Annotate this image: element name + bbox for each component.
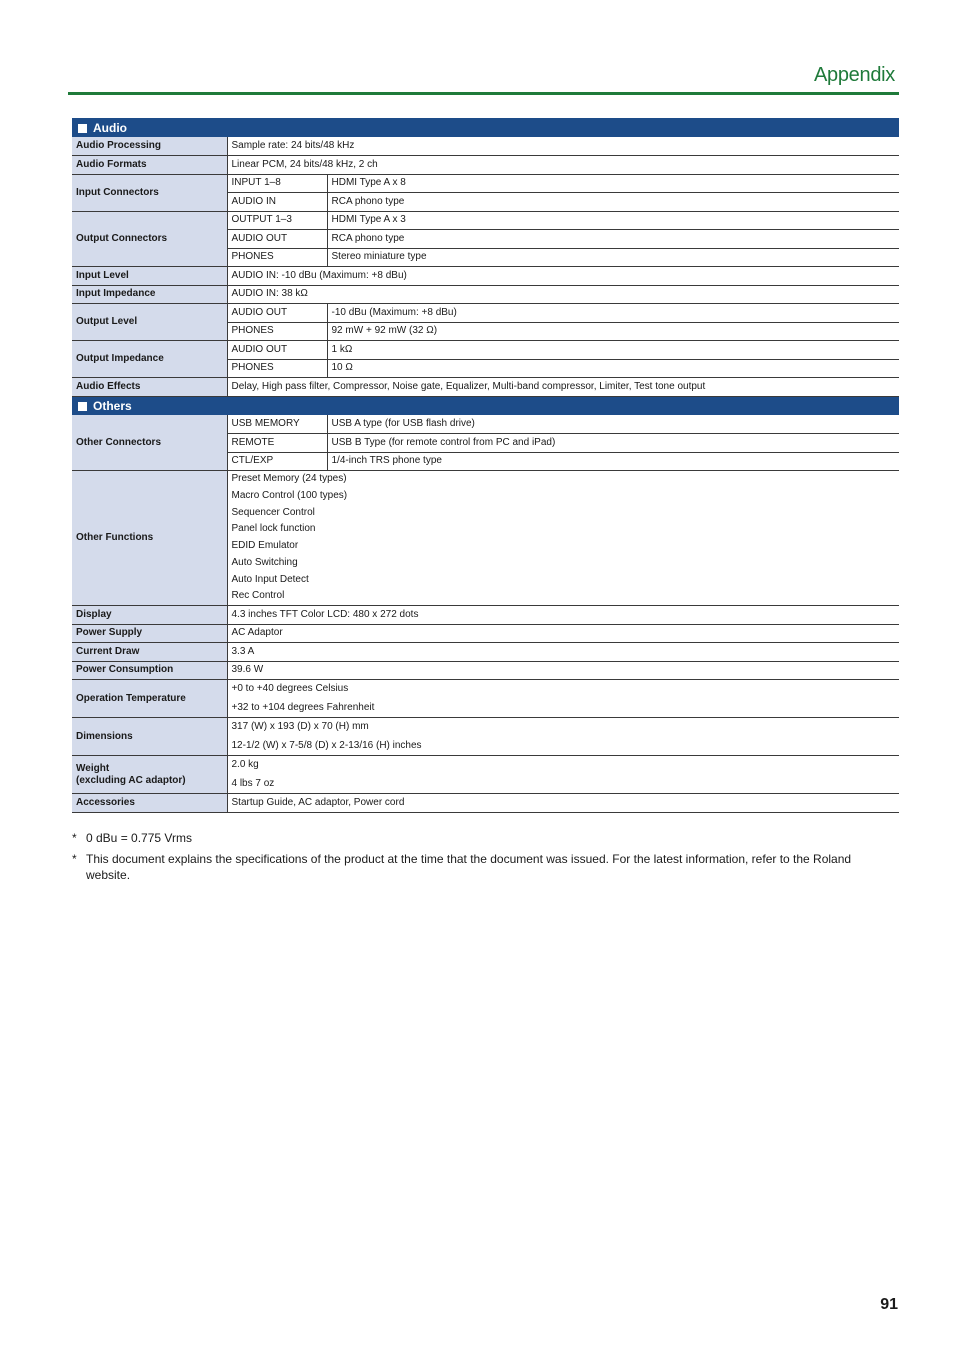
row-value: -10 dBu (Maximum: +8 dBu) (327, 304, 899, 323)
list-item: 12-1/2 (W) x 7-5/8 (D) x 2-13/16 (H) inches (231, 739, 422, 751)
row-label: Output Impedance (72, 341, 227, 378)
sub-label: CTL/EXP (227, 452, 327, 471)
row-value: 4.3 inches TFT Color LCD: 480 x 272 dots (227, 606, 899, 625)
list-item: EDID Emulator (231, 540, 299, 551)
row-value: 1/4-inch TRS phone type (327, 452, 899, 471)
list-item: 2.0 kg (231, 759, 259, 770)
row-value-list (227, 471, 899, 606)
list-item: Preset Memory (24 types) (231, 473, 347, 484)
table-row (72, 174, 899, 193)
row-label: Audio Formats (72, 156, 227, 175)
table-row (72, 756, 899, 794)
row-value: 92 mW + 92 mW (32 Ω) (327, 322, 899, 341)
sub-label: REMOTE (227, 434, 327, 453)
row-value: USB A type (for USB flash drive) (327, 415, 899, 434)
row-label: Audio Effects (72, 378, 227, 397)
sub-label: PHONES (227, 322, 327, 341)
table-row (72, 718, 899, 756)
footnote (72, 851, 872, 883)
row-label: Display (72, 606, 227, 625)
row-label: Power Consumption (72, 661, 227, 680)
table-row (72, 624, 899, 643)
list-item: 317 (W) x 193 (D) x 70 (H) mm (231, 721, 369, 732)
row-value-list (227, 756, 899, 794)
table-row (72, 267, 899, 286)
sub-label: AUDIO OUT (227, 304, 327, 323)
section-header-others (72, 396, 899, 415)
row-value-list (227, 718, 899, 756)
row-label: Input Connectors (72, 174, 227, 211)
row-value: Sample rate: 24 bits/48 kHz (227, 137, 899, 156)
row-value: RCA phono type (327, 193, 899, 212)
list-item: Auto Input Detect (231, 573, 309, 585)
header-divider (68, 92, 899, 95)
row-label: Other Connectors (72, 415, 227, 471)
section-header-audio (72, 118, 899, 137)
table-row (72, 794, 899, 813)
row-label: Output Level (72, 304, 227, 341)
page-title: Appendix (814, 64, 895, 86)
table-row (72, 661, 899, 680)
row-value: Stereo miniature type (327, 248, 899, 267)
section-title: Others (93, 398, 132, 413)
list-item: +0 to +40 degrees Celsius (231, 683, 349, 694)
sub-label: PHONES (227, 248, 327, 267)
row-value: Delay, High pass filter, Compressor, Noise gate, Equalizer, Multi-band compressor, Limiter, Test tone output (227, 378, 899, 397)
square-bullet-icon (78, 402, 87, 411)
footnote (72, 830, 872, 846)
row-label: Dimensions (72, 718, 227, 756)
table-row (72, 643, 899, 662)
table-row (72, 680, 899, 718)
list-item: +32 to +104 degrees Fahrenheit (231, 701, 375, 713)
spec-table (72, 118, 899, 813)
row-value: 3.3 A (227, 643, 899, 662)
row-label-line: (excluding AC adaptor) (76, 774, 186, 786)
footnote-marker: * (72, 852, 77, 866)
sub-label: AUDIO OUT (227, 230, 327, 249)
list-item: Rec Control (231, 590, 285, 602)
row-value: 1 kΩ (327, 341, 899, 360)
row-value: USB B Type (for remote control from PC and iPad) (327, 434, 899, 453)
sub-label: AUDIO IN (227, 193, 327, 212)
table-row (72, 471, 899, 606)
table-row (72, 285, 899, 304)
row-value: Linear PCM, 24 bits/48 kHz, 2 ch (227, 156, 899, 175)
row-value: AUDIO IN: -10 dBu (Maximum: +8 dBu) (227, 267, 899, 286)
row-label: Power Supply (72, 624, 227, 643)
row-value: 39.6 W (227, 661, 899, 680)
sub-label: PHONES (227, 359, 327, 378)
footnotes (72, 830, 872, 888)
table-row (72, 378, 899, 397)
row-label: Input Impedance (72, 285, 227, 304)
row-label: Output Connectors (72, 211, 227, 267)
table-row (72, 156, 899, 175)
list-item: Sequencer Control (231, 506, 315, 518)
table-row (72, 606, 899, 625)
row-label: Operation Temperature (72, 680, 227, 718)
row-value-list (227, 680, 899, 718)
table-row (72, 415, 899, 434)
section-title: Audio (93, 120, 127, 135)
row-label: Current Draw (72, 643, 227, 662)
list-item: Macro Control (100 types) (231, 489, 348, 501)
list-item: Panel lock function (231, 523, 316, 535)
row-value: HDMI Type A x 3 (327, 211, 899, 230)
sub-label: OUTPUT 1–3 (227, 211, 327, 230)
table-row (72, 341, 899, 360)
sub-label: AUDIO OUT (227, 341, 327, 360)
row-label-line: Weight (76, 762, 110, 774)
row-label: Audio Processing (72, 137, 227, 156)
footnote-text: 0 dBu = 0.775 Vrms (86, 831, 192, 845)
footnote-marker: * (72, 831, 77, 845)
sub-label: INPUT 1–8 (227, 174, 327, 193)
row-label: Input Level (72, 267, 227, 286)
list-item: Auto Switching (231, 556, 298, 568)
table-row (72, 304, 899, 323)
row-label: Accessories (72, 794, 227, 813)
list-item: 4 lbs 7 oz (231, 777, 275, 789)
row-value: 10 Ω (327, 359, 899, 378)
footnote-text: This document explains the specifications of the product at the time that the document was issued. For the latest information, refer to the Roland website. (86, 852, 852, 882)
sub-label: USB MEMORY (227, 415, 327, 434)
row-value: AC Adaptor (227, 624, 899, 643)
row-label (72, 756, 227, 794)
page-number: 91 (880, 1296, 898, 1313)
row-label: Other Functions (72, 471, 227, 606)
row-value: AUDIO IN: 38 kΩ (227, 285, 899, 304)
table-row (72, 211, 899, 230)
row-value: RCA phono type (327, 230, 899, 249)
square-bullet-icon (78, 124, 87, 133)
row-value: Startup Guide, AC adaptor, Power cord (227, 794, 899, 813)
table-row (72, 137, 899, 156)
row-value: HDMI Type A x 8 (327, 174, 899, 193)
